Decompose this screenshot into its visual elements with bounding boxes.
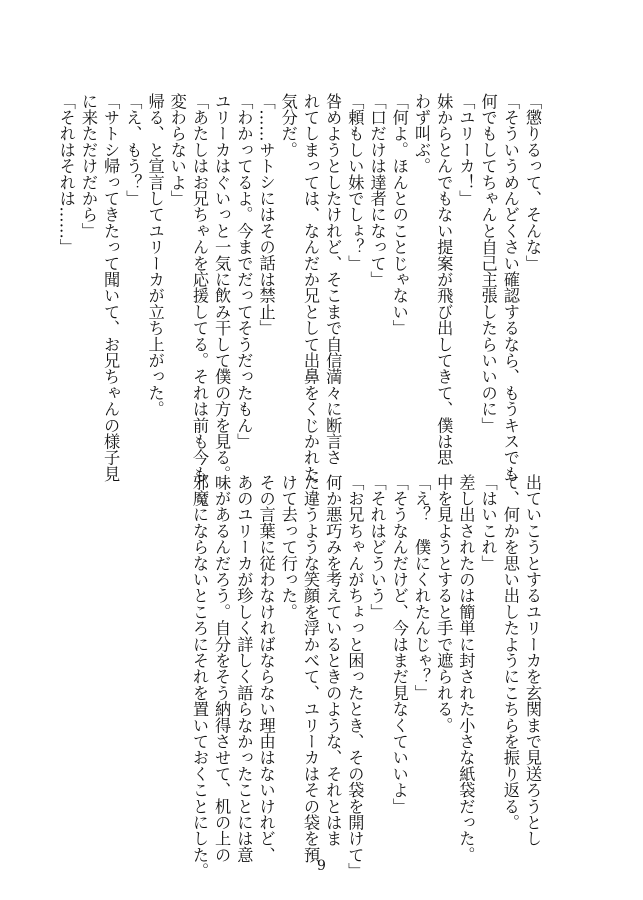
- text-line: 「はいこれ」: [478, 474, 498, 572]
- text-line: 「サトシ帰ってきたって聞いて、お兄ちゃんの様子見: [101, 93, 121, 482]
- text-line: 妹からとんでもない提案が飛び出してきて、僕は思: [434, 93, 454, 466]
- text-line: 「そういうめんどくさい確認するなら、もうキスでも: [500, 93, 520, 482]
- text-line: 邪魔にならないところにそれを置いておくことにした。: [189, 474, 209, 879]
- text-line: 「何よ。ほんとのことじゃない」: [389, 93, 409, 336]
- text-line: に来ただけだから」: [78, 93, 98, 239]
- text-line: 出ていこうとするユリーカを玄関まで見送ろうとし: [523, 474, 542, 847]
- text-line: 味があるんだろう。自分をそう納得させて、机の上の: [212, 474, 232, 863]
- text-line: 帰る、と宣言してユリーカが立ち上がった。: [145, 93, 165, 417]
- text-line: 「懲りるって、そんな」: [523, 93, 542, 272]
- text-line: 「口だけは達者になって」: [367, 93, 387, 288]
- text-line: 「あたしはお兄ちゃんを応援してる。それは前も今も: [189, 93, 209, 482]
- text-line: 「それはどういう」: [367, 474, 387, 620]
- text-line: 変わらないよ」: [167, 93, 187, 207]
- text-line: あのユリーカが珍しく詳しく語らなかったことには意: [234, 474, 254, 863]
- page-number: 9: [317, 858, 326, 874]
- text-line: 「え？ 僕にくれたんじゃ？」: [411, 474, 431, 701]
- text-line: て、何かを思い出したようにこちらを振り返る。: [500, 474, 520, 831]
- text-line: 「そうなんだけど、今はまだ見なくていいよ」: [389, 474, 409, 815]
- text-line: 何か悪巧みを考えているときのような、それとはま: [323, 474, 343, 847]
- text-line: 「頼もしい妹でしょ？」: [345, 93, 365, 272]
- text-line: 「……サトシにはその話は禁止」: [256, 93, 276, 336]
- text-line: 中を見ようとすると手で遮られる。: [434, 474, 454, 734]
- text-line: 差し出されたのは簡単に封された小さな紙袋だった。: [456, 474, 476, 863]
- text-line: れてしまっては、なんだか兄として出鼻をくじかれた: [300, 93, 320, 482]
- text-line: 「わかってるよ。今までだってそうだったもん」: [234, 93, 254, 450]
- lower-text-block: [188, 474, 543, 879]
- text-line: その言葉に従わなければならない理由はないけれど、: [256, 474, 276, 863]
- text-line: た違うような笑顔を浮かべて、ユリーカはその袋を預: [300, 474, 320, 863]
- text-line: 「え、もう？」: [123, 93, 143, 207]
- text-line: 「ユリーカ！」: [456, 93, 476, 207]
- text-line: けて去って行った。: [278, 474, 298, 620]
- text-line: 「それはそれは……」: [56, 93, 76, 255]
- text-line: ユリーカはぐいっと一気に飲み干して僕の方を見る。: [212, 93, 232, 482]
- text-line: 「お兄ちゃんがちょっと困ったとき、その袋を開けて」: [345, 474, 365, 879]
- upper-text-block: [55, 93, 543, 482]
- text-line: 咎めようとしたけれど、そこまで自信満々に断言さ: [323, 93, 343, 466]
- text-line: 気分だ。: [278, 93, 298, 158]
- text-line: 何でもしてちゃんと自己主張したらいいのに」: [478, 93, 498, 434]
- text-line: わず叫ぶ。: [411, 93, 431, 174]
